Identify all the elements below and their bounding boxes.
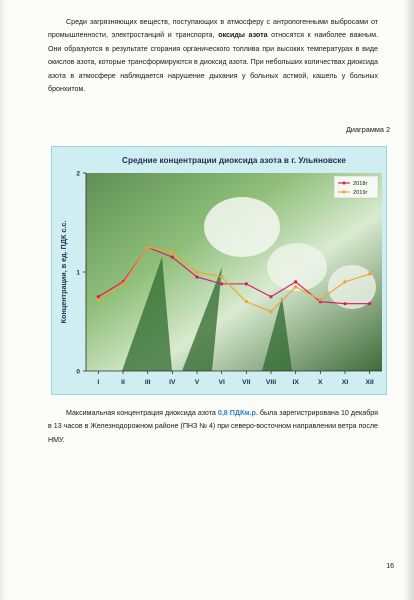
page-number: 16: [386, 563, 394, 570]
data-point: [245, 300, 248, 303]
data-point: [343, 302, 346, 305]
x-tick-label: II: [121, 379, 125, 386]
legend-marker: [343, 191, 346, 194]
data-point: [343, 280, 346, 283]
x-tick-label: X: [318, 379, 323, 386]
data-point: [319, 298, 322, 301]
data-point: [269, 295, 272, 298]
data-point: [97, 295, 100, 298]
max-concentration-paragraph: [48, 407, 378, 447]
x-tick-label: IV: [169, 379, 176, 386]
data-point: [146, 246, 149, 249]
data-point: [220, 282, 223, 285]
legend-marker: [343, 182, 346, 185]
data-point: [97, 298, 100, 301]
y-axis-label: Концентрации, в ед. ПДК с.с.: [59, 220, 68, 324]
legend: [334, 176, 378, 198]
chart-title: Средние концентрации диоксида азота в г. Ульяновске: [122, 156, 346, 165]
data-point: [294, 285, 297, 288]
y-tick-label: 1: [76, 269, 80, 277]
x-tick-label: III: [144, 379, 151, 386]
max-text-end: была зарегистрирована 10 декабря в 13 часов в Железнодорожном районе (ПНЗ № 4) при северо-восточном направлении ветра после НМУ.: [48, 409, 378, 444]
diagram-label: Диаграмма 2: [345, 125, 390, 134]
x-tick-label: VIII: [265, 379, 277, 386]
x-tick-label: VI: [218, 379, 225, 386]
max-text-start: Максимальная концентрация диоксида азота: [66, 409, 218, 417]
chart-container: [51, 146, 387, 395]
intro-paragraph: [48, 16, 378, 96]
data-point: [171, 256, 174, 259]
data-point: [171, 251, 174, 254]
x-tick-label: VII: [242, 379, 251, 386]
legend-label: 2018г: [353, 181, 368, 188]
max-value-highlight: 0,8 ПДКм.р.: [217, 409, 258, 417]
data-point: [368, 302, 371, 305]
intro-text-start: Среди загрязняющих веществ, поступающих в атмосферу с антропогенными выбросами от промышленности, электростанций и транспорта,: [48, 18, 378, 40]
data-point: [245, 282, 248, 285]
x-tick-label: XI: [341, 379, 349, 386]
data-point: [195, 270, 198, 273]
x-tick-label: XII: [365, 379, 374, 386]
intro-text-end: относятся к наиболее важным. Они образуются в результате сгорания органического топлива при высоких температурах в виде окислов азота, которые трансформируются в диоксид азота. При небольших количествах диоксида азота в атмосфере наблюдается нарушение дыхания у больных астмой, кашель у больных бронхитом.: [48, 31, 378, 94]
data-point: [220, 275, 223, 278]
x-tick-label: I: [97, 379, 100, 386]
y-tick-label: 2: [76, 170, 80, 178]
x-tick-label: IX: [292, 379, 299, 386]
data-point: [269, 310, 272, 313]
y-tick-label: 0: [76, 368, 80, 376]
data-point: [121, 282, 124, 285]
data-point: [294, 280, 297, 283]
snowdrop-flower: [204, 197, 280, 257]
data-point: [195, 275, 198, 278]
line-chart: [52, 147, 388, 396]
snowdrop-flower: [267, 243, 327, 291]
data-point: [368, 272, 371, 275]
legend-label: 2019г: [353, 190, 368, 197]
x-tick-label: V: [194, 379, 200, 386]
intro-bold-term: оксиды азота: [218, 31, 268, 40]
